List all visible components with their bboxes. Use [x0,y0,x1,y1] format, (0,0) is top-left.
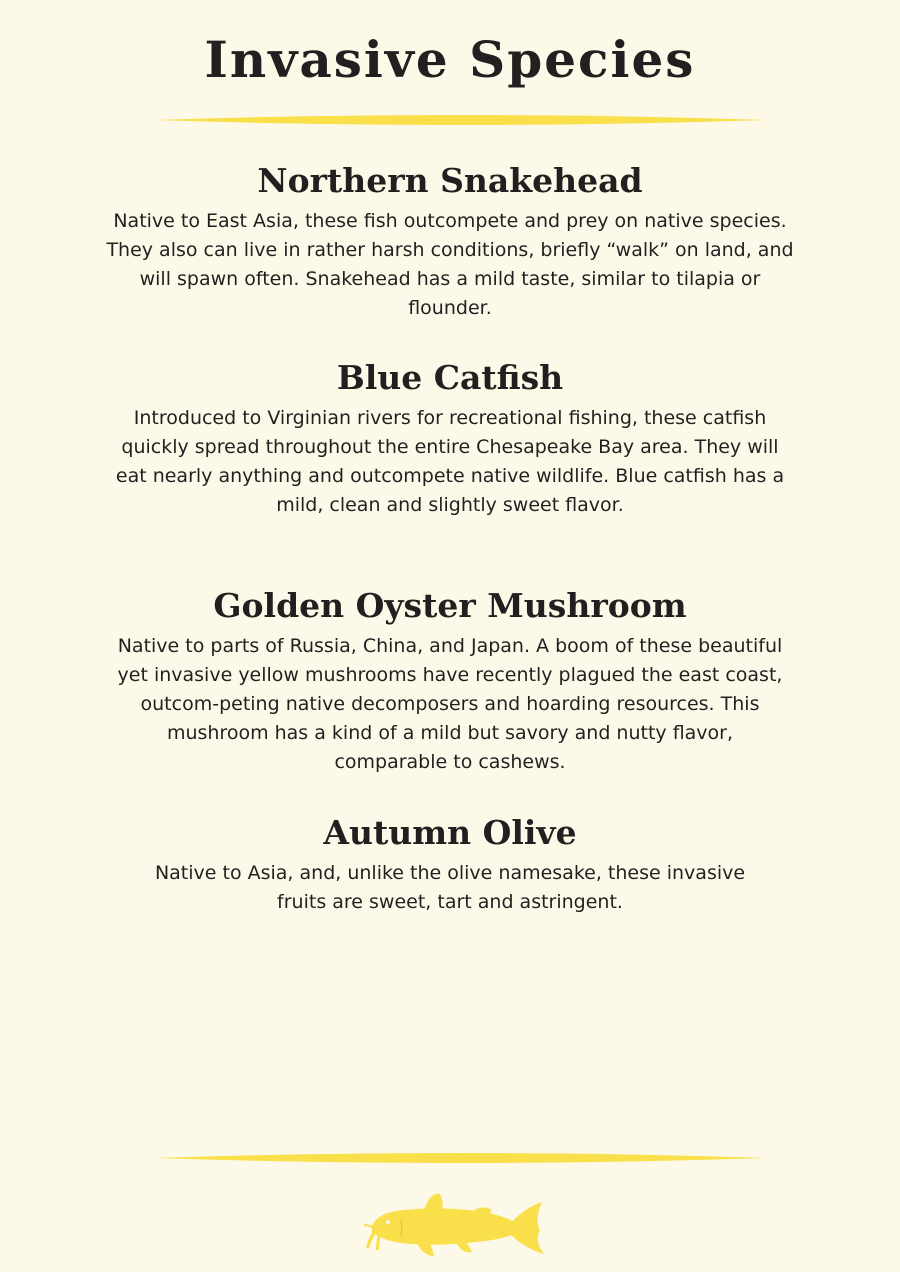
top-divider [155,113,767,127]
species-description: Native to Asia, and, unlike the olive namesake, these invasive fruits are sweet, tart and astringent. [154,862,746,913]
catfish-icon [364,1190,546,1260]
species-northern-snakehead [100,159,800,323]
species-description: Native to East Asia, these fish outcompete and prey on native species. They also can live in rather harsh conditions, briefly “walk” on land, and will spawn often. Snakehead has a mild taste, similar to tilapia or flounder. [106,210,794,319]
species-autumn-olive [100,811,800,917]
species-blue-catfish [100,356,800,520]
species-golden-oyster-mushroom [100,584,800,777]
page-title: Invasive Species [204,30,696,89]
species-name: Northern Snakehead [257,161,643,200]
species-name: Autumn Olive [323,813,577,852]
species-description: Native to parts of Russia, China, and Japan. A boom of these beautiful yet invasive yellow mushrooms have recently plagued the east coast, outcom-peting native decomposers and hoarding resources. This mushroom has a kind of a mild but savory and nutty flavor, comparable to cashews. [117,635,783,773]
bottom-divider [155,1151,767,1165]
species-name: Golden Oyster Mushroom [213,586,687,625]
species-name: Blue Catfish [336,358,564,397]
species-description: Introduced to Virginian rivers for recreational fishing, these catfish quickly spread throughout the entire Chesapeake Bay area. They will eat nearly anything and outcompete native wildlife. Blue catfish has a mild, clean and slightly sweet flavor. [115,407,785,516]
